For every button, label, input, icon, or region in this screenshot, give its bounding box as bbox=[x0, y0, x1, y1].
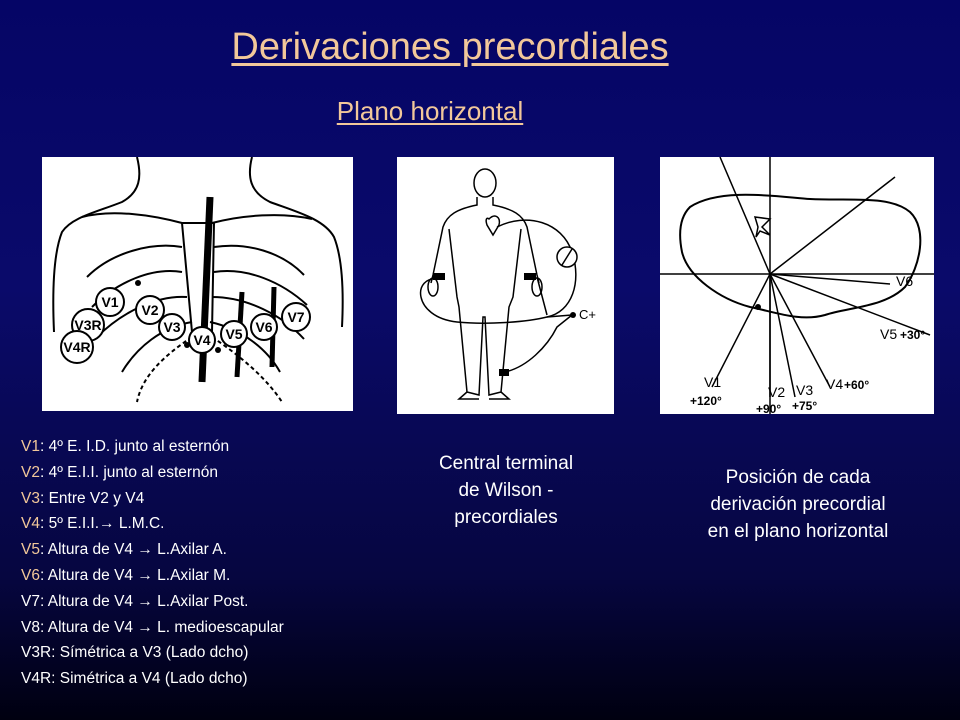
chest-electrode-diagram bbox=[42, 157, 353, 411]
horizontal-caption-line: Posición de cada bbox=[725, 467, 871, 488]
legend-row bbox=[21, 486, 284, 512]
wilson-terminal-label: C+ bbox=[579, 307, 596, 322]
legend-row bbox=[21, 563, 284, 589]
wilson-caption-line: de Wilson - bbox=[458, 480, 554, 501]
horizontal-caption-line: derivación precordial bbox=[710, 494, 886, 515]
electrode-label-v1: V1 bbox=[101, 294, 119, 310]
wilson-caption-line: precordiales bbox=[454, 507, 558, 528]
angle-label-90: +90° bbox=[756, 402, 782, 414]
legend-lead-description: : Simétrica a V4 (Lado dcho) bbox=[51, 670, 248, 688]
legend-row bbox=[21, 589, 284, 615]
electrode-label-v7: V7 bbox=[287, 309, 305, 325]
wilson-terminal-diagram bbox=[397, 157, 614, 414]
legend-lead-description: : Entre V2 y V4 bbox=[39, 489, 145, 507]
lead-label-v2: V2 bbox=[768, 384, 786, 400]
right-shoulder-outline bbox=[250, 157, 343, 327]
legend-row bbox=[21, 434, 284, 460]
wilson-caption bbox=[396, 450, 616, 531]
legend-lead-description: : 4º E. I.D. junto al esternón bbox=[39, 438, 230, 455]
angle-label-75: +75° bbox=[792, 399, 818, 413]
lead-label-v4: V4 bbox=[826, 376, 844, 392]
wilson-caption-line: Central terminal bbox=[438, 453, 574, 474]
horizontal-caption bbox=[660, 464, 936, 545]
legend-lead-code: V1 bbox=[21, 438, 40, 455]
legend-lead-description: : 5º E.I.I.→ L.M.C. bbox=[39, 515, 165, 533]
legend-row bbox=[21, 615, 284, 641]
legend-lead-code: V8 bbox=[21, 618, 40, 636]
midclavicular-line bbox=[202, 197, 210, 382]
electrode-label-v3: V3 bbox=[163, 319, 181, 335]
legend-lead-description: : Símétrica a V3 (Lado dcho) bbox=[51, 644, 249, 662]
legend-lead-code: V6 bbox=[21, 566, 40, 584]
electrode-label-v3r: V3R bbox=[74, 317, 102, 333]
thorax-outline bbox=[680, 195, 920, 318]
angle-label-30: +30° bbox=[900, 328, 926, 342]
electrode-label-v2: V2 bbox=[141, 302, 159, 318]
lead-placement-legend bbox=[21, 434, 284, 692]
legend-lead-description: : Altura de V4 → L.Axilar M. bbox=[39, 566, 231, 584]
angle-label-60: +60° bbox=[844, 378, 870, 392]
legend-row bbox=[21, 640, 284, 666]
right-clavicle bbox=[82, 213, 182, 223]
page-subtitle: Plano horizontal bbox=[336, 96, 524, 126]
electrode-label-v6: V6 bbox=[255, 319, 273, 335]
horizontal-plane-drawing bbox=[660, 157, 934, 414]
legend-row bbox=[21, 666, 284, 692]
legend-lead-description: : Altura de V4 → L.Axilar A. bbox=[39, 541, 227, 559]
legend-lead-code: V4 bbox=[21, 515, 40, 533]
legend-row bbox=[21, 537, 284, 563]
lead-label-v6: V6 bbox=[896, 273, 914, 289]
angle-label-120: +120° bbox=[690, 394, 722, 408]
legend-lead-code: V2 bbox=[21, 463, 40, 481]
electrode-label-v4: V4 bbox=[193, 332, 211, 348]
legend-lead-description: : 4º E.I.I. junto al esternón bbox=[39, 463, 218, 481]
legend-lead-code: V5 bbox=[21, 541, 40, 559]
wilson-drawing bbox=[397, 157, 614, 414]
legend-lead-description: : Altura de V4 → L.Axilar Post. bbox=[39, 592, 249, 610]
legend-lead-code: V3 bbox=[21, 489, 40, 507]
lead-label-v3: V3 bbox=[796, 382, 814, 398]
legend-lead-code: V3R bbox=[21, 644, 52, 662]
legend-row bbox=[21, 511, 284, 537]
chest-drawing bbox=[42, 157, 353, 411]
horizontal-caption-line: en el plano horizontal bbox=[707, 521, 889, 542]
body-head bbox=[474, 169, 496, 197]
electrode-label-v4r: V4R bbox=[63, 339, 91, 355]
electrode-label-v5: V5 bbox=[225, 326, 243, 342]
horizontal-plane-diagram bbox=[660, 157, 934, 414]
legend-lead-description: : Altura de V4 → L. medioescapular bbox=[39, 618, 284, 636]
legend-lead-code: V7 bbox=[21, 592, 40, 610]
legend-row bbox=[21, 460, 284, 486]
left-clavicle bbox=[212, 215, 312, 223]
page-title: Derivaciones precordiales bbox=[231, 26, 669, 68]
legend-lead-code: V4R bbox=[21, 670, 52, 688]
lead-label-v5: V5 bbox=[880, 326, 898, 342]
lead-label-v1: V1 bbox=[704, 374, 722, 390]
